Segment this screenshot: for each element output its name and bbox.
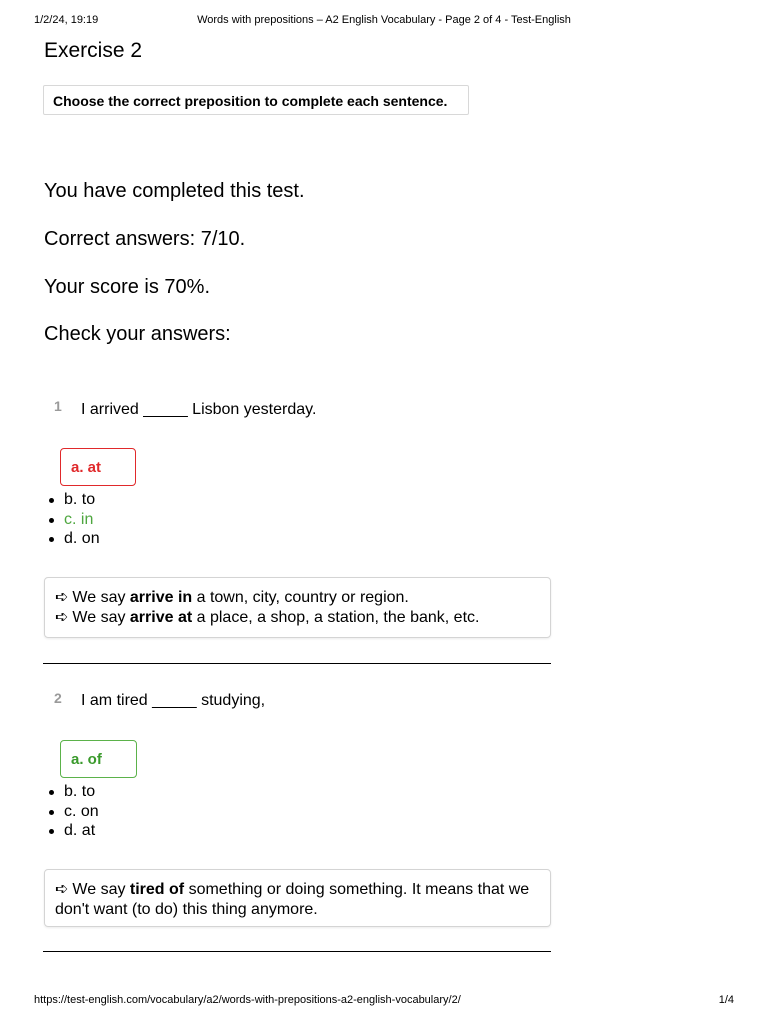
instruction-text: Choose the correct preposition to complete each sentence.: [53, 93, 448, 109]
option-label: d. at: [64, 822, 96, 839]
explanation-bold: arrive in: [129, 589, 193, 606]
option-item[interactable]: [48, 490, 100, 510]
selected-answer-correct[interactable]: [60, 740, 137, 778]
selected-answer-label: a. at: [71, 459, 102, 476]
option-item[interactable]: [48, 821, 99, 841]
print-title: Words with prepositions – A2 English Vocabulary - Page 2 of 4 - Test-English: [197, 14, 571, 26]
options-list: [48, 782, 99, 841]
explanation-text: a town, city, country or region.: [192, 589, 409, 606]
question-text: I arrived _____ Lisbon yesterday.: [81, 401, 317, 418]
option-label: c. in: [64, 510, 94, 528]
question-number: 1: [54, 398, 62, 414]
bullet-icon: [49, 518, 54, 523]
divider: [43, 951, 551, 952]
question-number: 2: [54, 690, 62, 706]
check-answers-heading: Check your answers:: [44, 323, 231, 345]
explanation-text: We say: [72, 589, 130, 606]
option-label: b. to: [64, 491, 96, 508]
arrow-icon: ➪: [55, 609, 69, 626]
bullet-icon: [49, 498, 54, 503]
option-label: c. on: [64, 802, 99, 820]
option-label: b. to: [64, 783, 96, 800]
options-list: [48, 490, 100, 549]
selected-answer-label: a. of: [71, 751, 102, 768]
bullet-icon: [49, 537, 54, 542]
explanation-box: [44, 869, 551, 927]
print-datetime: 1/2/24, 19:19: [34, 14, 99, 26]
score: Your score is 70%.: [44, 276, 211, 298]
option-item[interactable]: [48, 802, 99, 822]
explanation-text: a place, a shop, a station, the bank, etc.: [192, 609, 480, 626]
print-header: [34, 14, 734, 30]
explanation-text: We say: [72, 881, 130, 898]
question-text: I am tired _____ studying,: [81, 692, 266, 709]
option-item-correct[interactable]: [48, 510, 100, 530]
option-label: d. on: [64, 530, 100, 547]
bullet-icon: [49, 810, 54, 815]
correct-answers: Correct answers: 7/10.: [44, 228, 246, 250]
divider: [43, 663, 551, 664]
page-number: 1/4: [718, 994, 734, 1006]
option-item[interactable]: [48, 782, 99, 802]
selected-answer-wrong[interactable]: [60, 448, 136, 486]
explanation-bold: arrive at: [129, 609, 193, 626]
arrow-icon: ➪: [55, 881, 69, 898]
explanation-text: We say: [72, 609, 130, 626]
explanation-box: [44, 577, 551, 638]
explanation-text: something or doing something. It means that we don't want (to do) this thing anymore.: [55, 881, 530, 918]
explanation-line: [55, 608, 540, 628]
option-item[interactable]: [48, 529, 100, 549]
print-footer: [34, 994, 734, 1008]
arrow-icon: ➪: [55, 589, 69, 606]
print-url: https://test-english.com/vocabulary/a2/words-with-prepositions-a2-english-vocabulary/2/: [34, 994, 461, 1006]
explanation-bold: tired of: [129, 881, 185, 898]
bullet-icon: [49, 829, 54, 834]
instruction-box: [43, 85, 469, 115]
bullet-icon: [49, 790, 54, 795]
exercise-title: Exercise 2: [44, 39, 143, 62]
explanation-line: [55, 880, 540, 920]
completed-message: You have completed this test.: [44, 180, 305, 202]
explanation-line: [55, 588, 540, 608]
